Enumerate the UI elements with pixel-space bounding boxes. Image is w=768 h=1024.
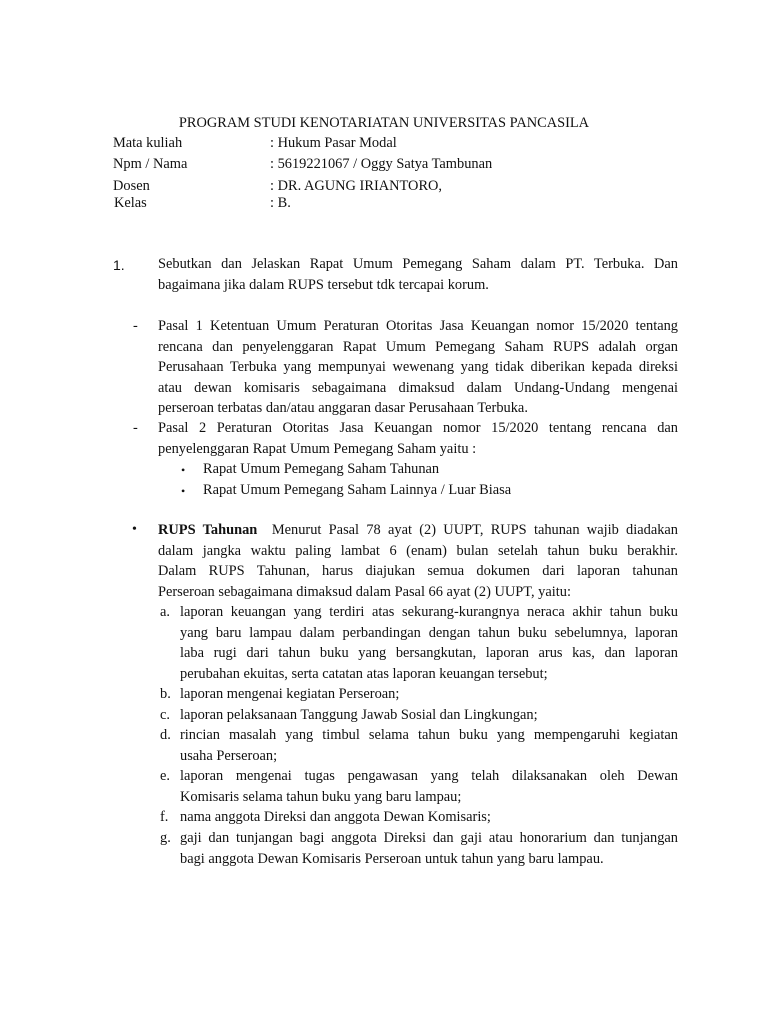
list-line: laporan mengenai tugas pengawasan yang telah dilaksanakan oleh Dewan (180, 768, 678, 784)
list-label-a: a. (160, 604, 170, 620)
question-number: 1. (113, 257, 125, 273)
list-line: laba rugi dari tahun buku yang bersangkutan, laporan arus kas, dan laporan (180, 645, 678, 661)
rups-line: dalam jangka waktu paling lambat 6 (enam) bulan setelah tahun buku berakhir. (158, 542, 678, 559)
info-label: Npm / Nama (113, 156, 188, 172)
section-bullet: • (132, 522, 137, 537)
dash-line: Pasal 1 Ketentuan Umum Peraturan Otoritas Jasa Keuangan nomor 15/2020 tentang (158, 318, 678, 334)
rups-line: Perseroan sebagaimana dimaksud dalam Pasal 66 ayat (2) UUPT, yaitu: (158, 583, 571, 600)
bullet-marker: • (181, 463, 186, 477)
info-value: : B. (270, 195, 291, 211)
list-label-c: c. (160, 707, 170, 723)
dash-marker: - (133, 420, 138, 436)
info-row-student (113, 154, 713, 174)
rups-first-line (158, 520, 678, 541)
list-item-b (180, 684, 678, 705)
list-line: laporan keuangan yang terdiri atas sekurang-kurangnya neraca akhir tahun buku (180, 604, 678, 620)
list-line: rincian masalah yang timbul selama tahun buku yang mempengaruhi kegiatan (180, 727, 678, 743)
dash-marker: - (133, 318, 138, 334)
list-line: bagi anggota Dewan Komisaris Perseroan untuk tahun yang baru lampau. (180, 850, 604, 867)
rups-line: Dalam RUPS Tahunan, harus diajukan semua dokumen dari laporan tahunan (158, 563, 678, 579)
list-item-f (180, 807, 678, 828)
dash-line: Perusahaan Terbuka yang mempunyai wewenang yang tidak diberikan kepada direksi (158, 359, 678, 375)
list-line: yang baru lampau dalam perbandingan dengan tahun buku sebelumnya, laporan (180, 624, 678, 641)
dash-line: perseroan terbatas dan/atau anggaran dasar Perusahaan Terbuka. (158, 400, 528, 416)
info-value: : 5619221067 / Oggy Satya Tambunan (270, 156, 493, 172)
list-item-c (180, 705, 678, 726)
list-label-e: e. (160, 768, 170, 784)
bullet-marker: • (181, 484, 186, 498)
info-row-course (113, 133, 713, 153)
list-line: usaha Perseroan; (180, 747, 278, 764)
question-line: bagaimana jika dalam RUPS tersebut tdk tercapai korum. (158, 276, 489, 293)
rups-first-line-text: Menurut Pasal 78 ayat (2) UUPT, RUPS tahunan wajib diadakan (271, 522, 678, 538)
list-item-d (180, 725, 678, 766)
list-item-a (180, 602, 678, 684)
dash-line: penyelenggaran Rapat Umum Pemegang Saham yaitu : (158, 440, 477, 457)
bullet-item-rups-tahunan: Rapat Umum Pemegang Saham Tahunan (203, 461, 440, 477)
list-item-g (180, 828, 678, 869)
dash-line: Pasal 2 Peraturan Otoritas Jasa Keuangan nomor 15/2020 tentang rencana dan (158, 420, 678, 436)
dash-item-pasal-1 (158, 316, 678, 419)
list-label-b: b. (160, 686, 171, 702)
list-label-f: f. (160, 809, 169, 825)
info-label: Kelas (114, 195, 147, 211)
bullet-item-rups-lainnya: Rapat Umum Pemegang Saham Lainnya / Luar Biasa (203, 482, 512, 498)
list-line: nama anggota Direksi dan anggota Dewan Komisaris; (180, 809, 491, 825)
list-line: laporan pelaksanaan Tanggung Jawab Sosial dan Lingkungan; (180, 707, 538, 723)
list-item-e (180, 766, 678, 807)
info-value: : Hukum Pasar Modal (270, 135, 397, 151)
question-line: Sebutkan dan Jelaskan Rapat Umum Pemegang Saham dalam PT. Terbuka. Dan (158, 256, 678, 272)
rups-tahunan-paragraph (158, 520, 678, 602)
info-label: Dosen (113, 178, 150, 194)
dash-item-pasal-2 (158, 418, 678, 459)
question-text (158, 254, 678, 295)
rups-bold-label: RUPS Tahunan (158, 522, 258, 538)
info-label: Mata kuliah (113, 135, 183, 151)
list-line: perubahan ekuitas, serta catatan atas laporan keuangan tersebut; (180, 665, 548, 682)
list-line: Komisaris selama tahun buku yang baru lampau; (180, 788, 462, 805)
dash-line: rencana dan penyelenggaran Rapat Umum Pemegang Saham RUPS adalah organ (158, 338, 678, 355)
list-label-d: d. (160, 727, 171, 743)
info-value: : DR. AGUNG IRIANTORO, (270, 178, 443, 194)
dash-line: atau dewan komisaris sebagaimana dimaksud dalam Undang-Undang mengenai (158, 379, 678, 396)
list-line: gaji dan tunjangan bagi anggota Direksi dan gaji atau honorarium dan tunjangan (180, 830, 678, 846)
document-title: PROGRAM STUDI KENOTARIATAN UNIVERSITAS PANCASILA (178, 115, 590, 131)
list-label-g: g. (160, 830, 171, 846)
info-row-class (113, 193, 713, 213)
list-line: laporan mengenai kegiatan Perseroan; (180, 686, 400, 702)
